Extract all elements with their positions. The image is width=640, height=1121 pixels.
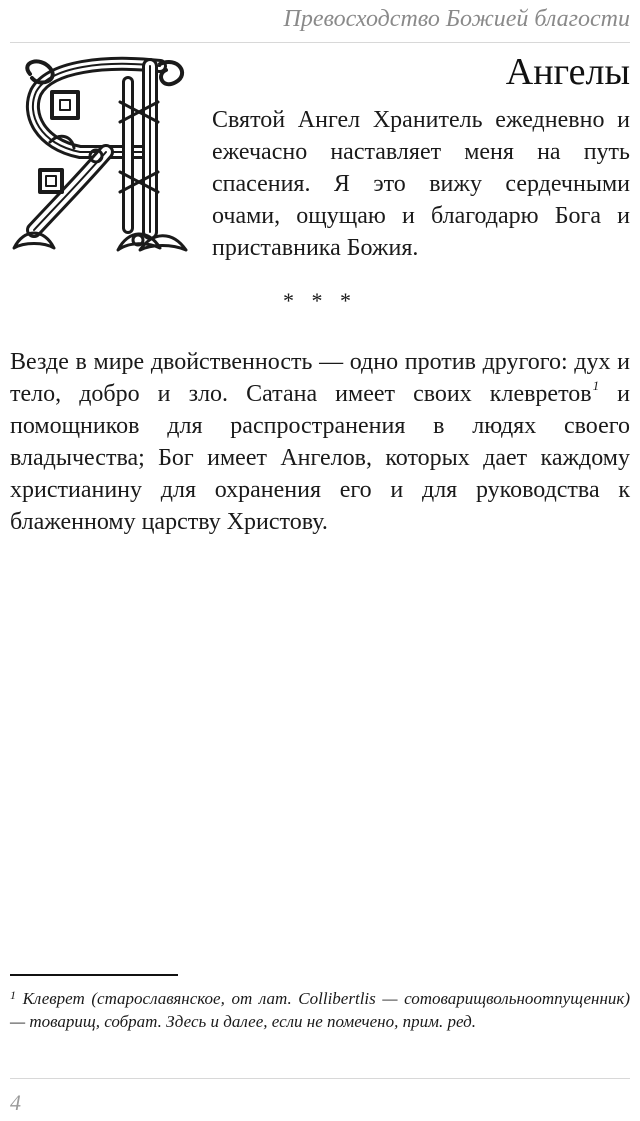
section-separator: * * *: [283, 288, 357, 313]
footnote: [10, 987, 630, 1033]
footer-rule: [10, 1078, 630, 1079]
footnote-reference[interactable]: 1: [592, 378, 600, 393]
intro-paragraph: Святой Ангел Хранитель ежедневно и ежечасно наставляет меня на путь спасения. Я это вижу сердечными очами, ощущаю и благодарю Бога и приставника Божия.: [212, 107, 630, 261]
page-number: 4: [10, 1090, 21, 1115]
header-rule: [10, 42, 630, 43]
running-head: Превосходство Божией благости: [283, 6, 630, 32]
main-paragraph-text-end: и помощников для распространения в людях своего владычества; Бог имеет Ангелов, которых дает каждому христианину для охранения его и для руководства к блаженному царству Христову.: [10, 381, 631, 535]
footnote-rule: [10, 974, 178, 976]
article-title: Ангелы: [505, 51, 630, 93]
footnote-text: Клеврет (старославянское, от лат. Collibertlis — сотоварищвольноотпущенник) — товарищ, собрат. Здесь и далее, если не помечено, прим. ред.: [10, 989, 630, 1031]
main-paragraph-text-start: Везде в мире двойственность — одно против другого: дух и тело, добро и зло. Сатана имеет своих клевретов: [10, 349, 630, 407]
main-paragraph: [10, 346, 630, 538]
footnote-number: 1: [10, 988, 16, 1002]
ornamental-initial-icon: [10, 52, 200, 262]
